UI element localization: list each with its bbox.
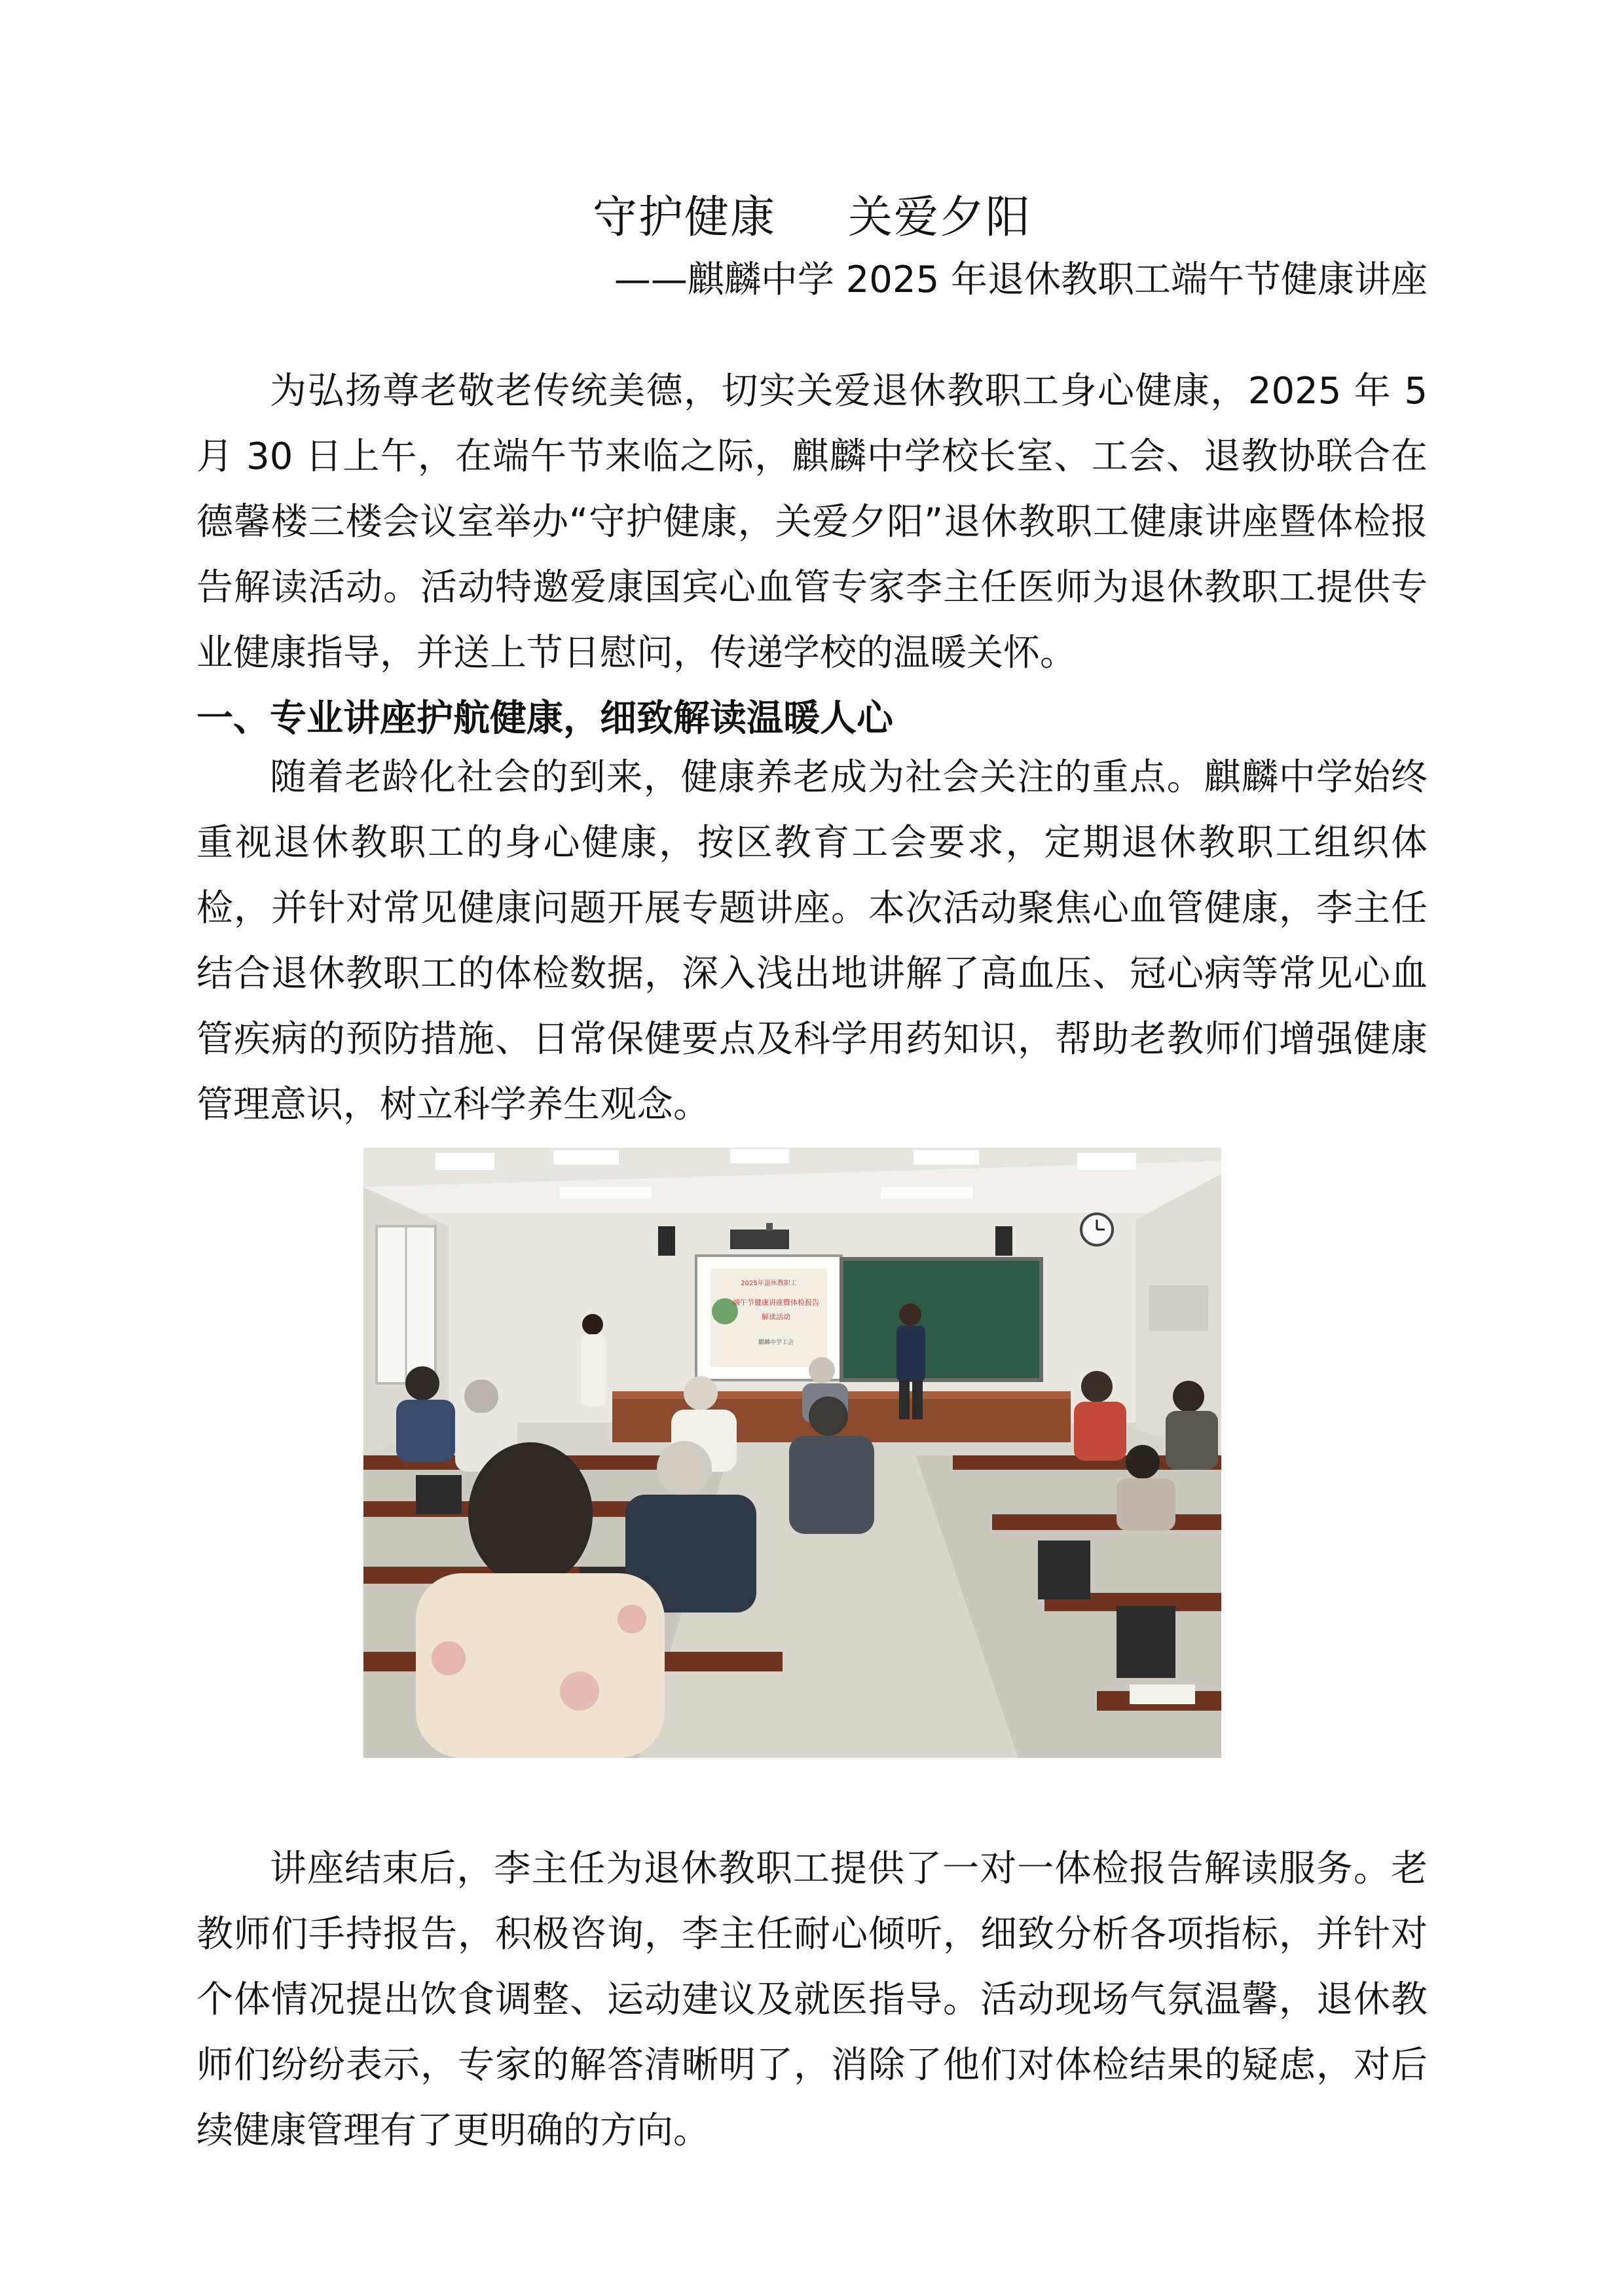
screen-line-2: 端午节健康讲座暨体检报告	[733, 1298, 819, 1307]
screen-line-3: 解读活动	[762, 1313, 790, 1321]
section-body-paragraph: 随着老龄化社会的到来，健康养老成为社会关注的重点。麒麟中学始终重视退休教职工的身心健康，按区教育工会要求，定期退休教职工组织体检，并针对常见健康问题开展专题讲座。本次活动聚焦心血管健康，李主任结合退休教职工的体检数据，深入浅出地讲解了高血压、冠心病等常见心血管疾病的预防措施、日常保健要点及科学用药知识，帮助老教师们增强健康管理意识，树立科学养生观念。	[196, 756, 1428, 1126]
section-heading: 一、专业讲座护航健康，细致解读温暖人心	[196, 697, 893, 740]
screen-line-4: 麒麟中学工会	[758, 1339, 794, 1346]
screen-line-1: 2025年退休教职工	[741, 1280, 797, 1287]
lecture-photo	[363, 1148, 1221, 1758]
title-part-1: 守护健康	[592, 192, 776, 244]
title-part-2: 关爱夕阳	[848, 192, 1032, 244]
page-subtitle: ——麒麟中学 2025 年退休教职工端午节健康讲座	[614, 259, 1428, 301]
page-title	[0, 189, 1624, 247]
intro-paragraph: 为弘扬尊老敬老传统美德，切实关爱退休教职工身心健康，2025 年 5 月 30 日上午，在端午节来临之际，麒麟中学校长室、工会、退教协联合在德馨楼三楼会议室举办“守护健康，关爱夕阳”退休教职工健康讲座暨体检报告解读活动。活动特邀爱康国宾心血管专家李主任医师为退休教职工提供专业健康指导，并送上节日慰问，传递学校的温暖关怀。	[196, 370, 1428, 674]
after-photo-paragraph: 讲座结束后，李主任为退休教职工提供了一对一体检报告解读服务。老教师们手持报告，积极咨询，李主任耐心倾听，细致分析各项指标，并针对个体情况提出饮食调整、运动建议及就医指导。活动现场气氛温馨，退休教师们纷纷表示，专家的解答清晰明了，消除了他们对体检结果的疑虑，对后续健康管理有了更明确的方向。	[196, 1848, 1428, 2152]
